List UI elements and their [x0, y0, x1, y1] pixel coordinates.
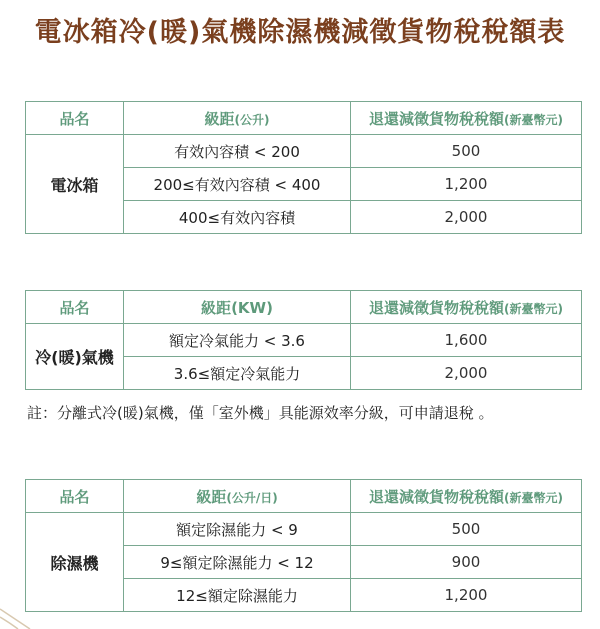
amount-cell: 1,600 — [351, 324, 582, 357]
header-amount-label: 退還減徵貨物稅稅額 — [369, 487, 505, 506]
air-conditioner-tax-table — [25, 290, 582, 390]
header-range-label: 級距 — [204, 109, 235, 128]
decorative-swoosh-icon — [0, 599, 40, 629]
category-cell: 冷(暖)氣機 — [26, 324, 124, 390]
header-range — [124, 291, 351, 324]
table-row — [26, 513, 582, 546]
dehumidifier-tax-table — [25, 479, 582, 612]
header-amount-unit: (新臺幣元) — [504, 112, 563, 127]
header-range-unit: (公升) — [234, 112, 270, 127]
table-header-row — [26, 102, 582, 135]
amount-cell: 2,000 — [351, 201, 582, 234]
category-cell: 電冰箱 — [26, 135, 124, 234]
header-amount-unit: (新臺幣元) — [504, 490, 563, 505]
header-range-unit: (公升/日) — [226, 490, 278, 505]
category-cell: 除濕機 — [26, 513, 124, 612]
header-amount-label: 退還減徵貨物稅稅額 — [369, 298, 505, 317]
amount-cell: 2,000 — [351, 357, 582, 390]
header-range-label: 級距 — [196, 487, 227, 506]
range-cell: 3.6≤額定冷氣能力 — [124, 357, 351, 390]
amount-cell: 900 — [351, 546, 582, 579]
header-amount — [351, 291, 582, 324]
header-range — [124, 480, 351, 513]
amount-cell: 1,200 — [351, 168, 582, 201]
header-name: 品名 — [26, 102, 124, 135]
header-amount — [351, 480, 582, 513]
table-row — [26, 324, 582, 357]
range-cell: 12≤額定除濕能力 — [124, 579, 351, 612]
range-cell: 9≤額定除濕能力 < 12 — [124, 546, 351, 579]
amount-cell: 500 — [351, 135, 582, 168]
amount-cell: 500 — [351, 513, 582, 546]
range-cell: 有效內容積 < 200 — [124, 135, 351, 168]
range-cell: 額定除濕能力 < 9 — [124, 513, 351, 546]
table-header-row — [26, 291, 582, 324]
range-cell: 400≤有效內容積 — [124, 201, 351, 234]
header-range-unit: (KW) — [231, 298, 273, 317]
refrigerator-tax-table — [25, 101, 582, 234]
header-amount-label: 退還減徵貨物稅稅額 — [369, 109, 505, 128]
header-name: 品名 — [26, 291, 124, 324]
header-name: 品名 — [26, 480, 124, 513]
table-header-row — [26, 480, 582, 513]
amount-cell: 1,200 — [351, 579, 582, 612]
range-cell: 額定冷氣能力 < 3.6 — [124, 324, 351, 357]
header-amount-unit: (新臺幣元) — [504, 301, 563, 316]
range-cell: 200≤有效內容積 < 400 — [124, 168, 351, 201]
footnote: 註：分離式冷(暖)氣機，僅「室外機」具能源效率分級，可申請退稅 。 — [27, 404, 494, 422]
header-range — [124, 102, 351, 135]
header-range-label: 級距 — [201, 298, 232, 317]
header-amount — [351, 102, 582, 135]
page-title: 電冰箱冷(暖)氣機除濕機減徵貨物稅稅額表 — [34, 17, 566, 48]
table-row — [26, 135, 582, 168]
